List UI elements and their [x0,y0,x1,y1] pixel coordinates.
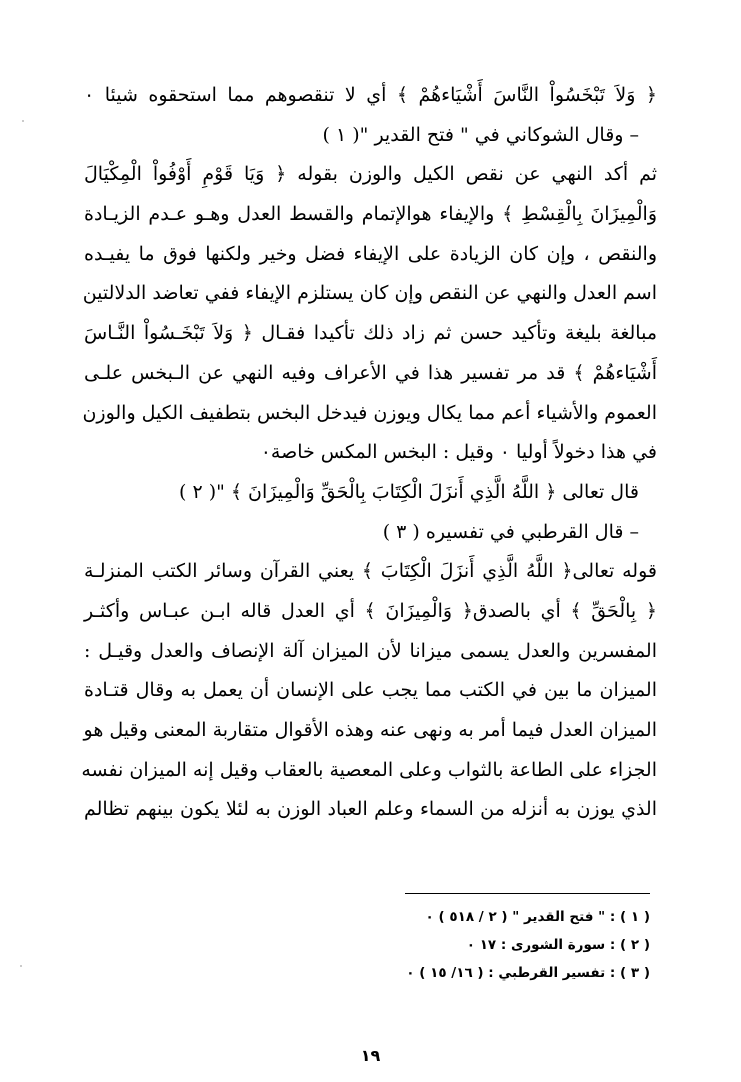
text-line: العموم والأشياء أعم مما يكال ويوزن فيدخل البخس بتطفيف الكيل والوزن [82,401,657,424]
footnote-3: ( ٣ ) : تفسير القرطبي : ( ١٦/ ١٥ ) ٠ [406,965,650,981]
text-line: وَالْمِيزَانَ بِالْقِسْطِ ﴾ والإيفاء هوالإتمام والقسط العدل وهـو عـدم الزيـادة [84,203,657,226]
text-line: – وقال الشوكاني في " فتح القدير "( ١ ) [322,123,639,146]
text-line: والنقص ، وإن كان الزيادة على الإيفاء فضل وخير ولكنها فوق ما يفيـده [84,242,657,265]
footnote-separator [405,893,650,894]
text-line: ثم أكد النهي عن نقص الكيل والوزن بقوله ﴿ وَيَا قَوْمِ أَوْفُواْ الْمِكْيَالَ [84,163,657,186]
text-line: المفسرين والعدل يسمى ميزانا لأن الميزان آلة الإنصاف والعدل وقيـل : [84,639,657,662]
footnote-2: ( ٢ ) : سورة الشورى : ١٧ ٠ [466,937,650,953]
text-line: في هذا دخولاً أوليا ٠ وقيل : البخس المكس خاصة٠ [260,441,657,464]
text-line: – قال القرطبي في تفسيره ( ٣ ) [382,520,639,543]
text-line: اسم العدل والنهي عن النقص وإن كان يستلزم الإيفاء ففي تعاضد الدلالتين [82,282,657,305]
text-line: قال تعالى ﴿ اللَّهُ الَّذِي أَنزَلَ الْكِتَابَ بِالْحَقِّ وَالْمِيزَانَ ﴾ "( ٢ ) [178,480,639,503]
text-line: أَشْيَاءهُمْ ﴾ قد مر تفسير هذا في الأعراف وفيه النهي عن الـبخس علـى [84,361,657,384]
text-line: الجزاء على الطاعة بالثواب وعلى المعصية بالعقاب وقيل إنه الميزان نفسه [81,758,657,781]
text-line: مبالغة بليغة وتأكيد حسن ثم زاد ذلك تأكيدا فقـال ﴿ وَلاَ تَبْخَـسُواْ النَّـاسَ [84,322,657,345]
scan-speck [22,120,24,122]
text-line: الميزان العدل فيما أمر به ونهى عنه وهذه الأقوال متقاربة المعنى وقيل هو [83,719,657,741]
text-line: الميزان ما بين في الكتب مما يجب على الإنسان أن يعمل به وقال قتـادة [84,679,657,702]
footnotes [300,903,650,987]
page-number: ١٩ [360,1046,381,1065]
footnote-1: ( ١ ) : " فتح القدير " ( ٢ / ٥١٨ ) ٠ [425,909,650,925]
main-text [81,76,657,830]
text-line: قوله تعالى﴿ اللَّهُ الَّذِي أَنزَلَ الْكِتَابَ ﴾ يعني القرآن وسائر الكتب المنزلـة [84,560,657,583]
text-line: ﴿ وَلاَ تَبْخَسُواْ النَّاسَ أَشْيَاءهُمْ ﴾ أي لا تنقصوهم مما استحقوه شيئا ٠ [84,84,657,106]
text-line: ﴿ بِالْحَقِّ ﴾ أي بالصدق﴿ وَالْمِيزَانَ ﴾ أي العدل قاله ابـن عبـاس وأكثـر [84,599,657,622]
text-line: الذي يوزن به أنزله من السماء وعلم العباد الوزن به لئلا يكون بينهم تظالم [84,798,657,821]
scan-speck [20,965,22,967]
